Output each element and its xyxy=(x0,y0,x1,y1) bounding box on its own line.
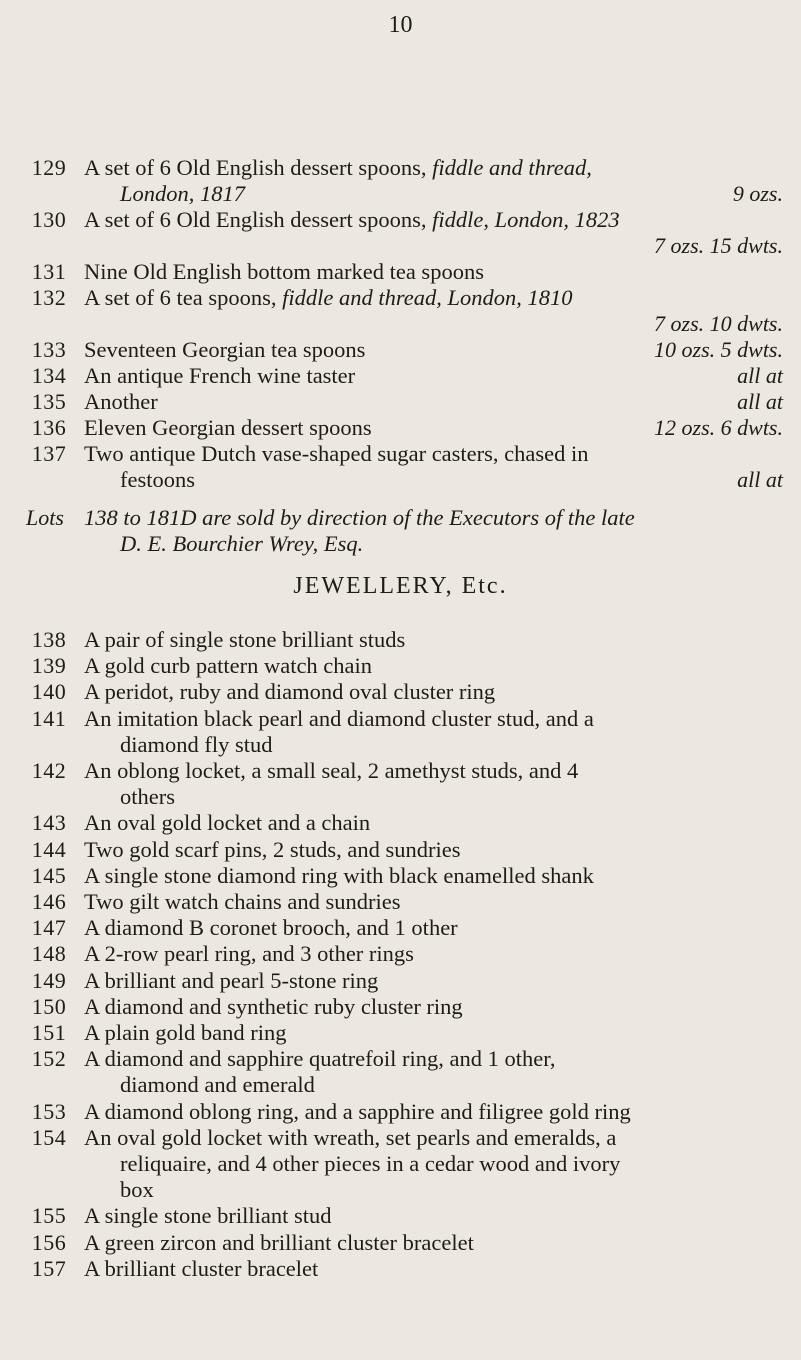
lot-number: 143 xyxy=(31,810,67,836)
lot-description: A peridot, ruby and diamond oval cluster ring xyxy=(84,679,496,705)
lot-number: 152 xyxy=(31,1046,67,1072)
lot-number: 144 xyxy=(31,836,67,862)
lot-number: 157 xyxy=(31,1255,67,1281)
lot-number: 140 xyxy=(31,679,67,705)
lot-number: 139 xyxy=(31,653,67,679)
lot-description: A diamond and sapphire quatrefoil ring, and 1 other, diamond and emerald xyxy=(84,1046,556,1098)
lot-description: A single stone diamond ring with black enamelled shank xyxy=(84,862,594,888)
lot-number: 149 xyxy=(31,967,67,993)
lot-weight: 9 ozs. xyxy=(732,181,783,206)
lot-description: An oval gold locket and a chain xyxy=(84,810,371,836)
lot-number: 132 xyxy=(31,285,67,310)
lot-weight: all at xyxy=(737,389,783,414)
note-text: 138 to 181D are sold by direction of the Executors of the late D. E. Bourchier Wrey, Esq. xyxy=(84,505,635,556)
lot-description: A set of 6 Old English dessert spoons, fiddle, London, 1823 xyxy=(84,207,620,232)
lot-number: 147 xyxy=(31,915,67,941)
lot-number: 150 xyxy=(31,993,67,1019)
lot-number: 131 xyxy=(31,259,67,284)
lot-description: Nine Old English bottom marked tea spoons xyxy=(84,259,484,284)
lot-weight: 10 ozs. 5 dwts. xyxy=(654,337,783,362)
lot-weight: all at xyxy=(737,363,783,388)
lot-description: An oblong locket, a small seal, 2 amethyst studs, and 4 others xyxy=(84,758,579,810)
lot-description: An antique French wine taster xyxy=(84,363,356,388)
lot-number: 142 xyxy=(31,758,67,783)
lot-number: 134 xyxy=(31,363,67,388)
lot-number: 146 xyxy=(31,889,67,914)
lot-number: 145 xyxy=(31,862,67,888)
lot-description: A diamond and synthetic ruby cluster ring xyxy=(84,993,463,1019)
lot-description: Two gold scarf pins, 2 studs, and sundries xyxy=(84,836,461,862)
lot-description: An oval gold locket with wreath, set pearls and emeralds, a reliquaire, and 4 other pieces in a cedar wood and ivory box xyxy=(84,1124,621,1203)
lot-description: A set of 6 tea spoons, fiddle and thread, London, 1810 xyxy=(84,285,573,310)
lot-number: 141 xyxy=(31,705,67,731)
lot-number: 151 xyxy=(31,1020,67,1045)
lot-weight: 12 ozs. 6 dwts. xyxy=(654,415,783,440)
lot-number: 138 xyxy=(31,627,67,652)
lot-number: 153 xyxy=(31,1098,67,1124)
lot-weight: 7 ozs. 15 dwts. xyxy=(654,233,783,258)
lot-description: A gold curb pattern watch chain xyxy=(84,653,373,679)
lot-description: A set of 6 Old English dessert spoons, fiddle and thread, London, 1817 xyxy=(84,155,592,206)
lot-description: Two antique Dutch vase-shaped sugar casters, chased in festoons xyxy=(84,441,589,492)
lot-description: A 2-row pearl ring, and 3 other rings xyxy=(84,941,414,967)
lot-description: A diamond oblong ring, and a sapphire and filigree gold ring xyxy=(84,1098,631,1124)
lot-number: 135 xyxy=(31,389,67,414)
lot-weight: 7 ozs. 10 dwts. xyxy=(654,311,783,336)
lot-description: Seventeen Georgian tea spoons xyxy=(84,337,366,362)
page-number: 10 xyxy=(388,12,413,38)
lot-description: Two gilt watch chains and sundries xyxy=(84,889,401,914)
lot-number: 129 xyxy=(31,155,67,180)
lot-number: 130 xyxy=(31,207,67,232)
lot-number: 154 xyxy=(31,1124,67,1150)
lot-description: Eleven Georgian dessert spoons xyxy=(84,415,372,440)
lot-number: 133 xyxy=(31,337,67,362)
lot-description: A single stone brilliant stud xyxy=(84,1203,332,1229)
lot-description: A plain gold band ring xyxy=(84,1020,287,1045)
lot-description: An imitation black pearl and diamond cluster stud, and a diamond fly stud xyxy=(84,705,594,757)
lot-description: Another xyxy=(84,389,158,414)
lot-description: A brilliant cluster bracelet xyxy=(84,1255,319,1281)
lot-weight: all at xyxy=(737,467,783,492)
lot-description: A green zircon and brilliant cluster bracelet xyxy=(84,1229,474,1255)
lot-number: 155 xyxy=(31,1203,67,1229)
lot-number: 148 xyxy=(31,941,67,967)
section-heading: JEWELLERY, Etc. xyxy=(293,573,508,599)
lot-description: A pair of single stone brilliant studs xyxy=(84,627,406,652)
lot-number: 136 xyxy=(31,415,67,440)
lot-description: A brilliant and pearl 5-stone ring xyxy=(84,967,379,993)
lot-number: 137 xyxy=(31,441,67,466)
lots-label: Lots xyxy=(26,505,64,530)
lot-description: A diamond B coronet brooch, and 1 other xyxy=(84,915,458,941)
lot-number: 156 xyxy=(31,1229,67,1255)
